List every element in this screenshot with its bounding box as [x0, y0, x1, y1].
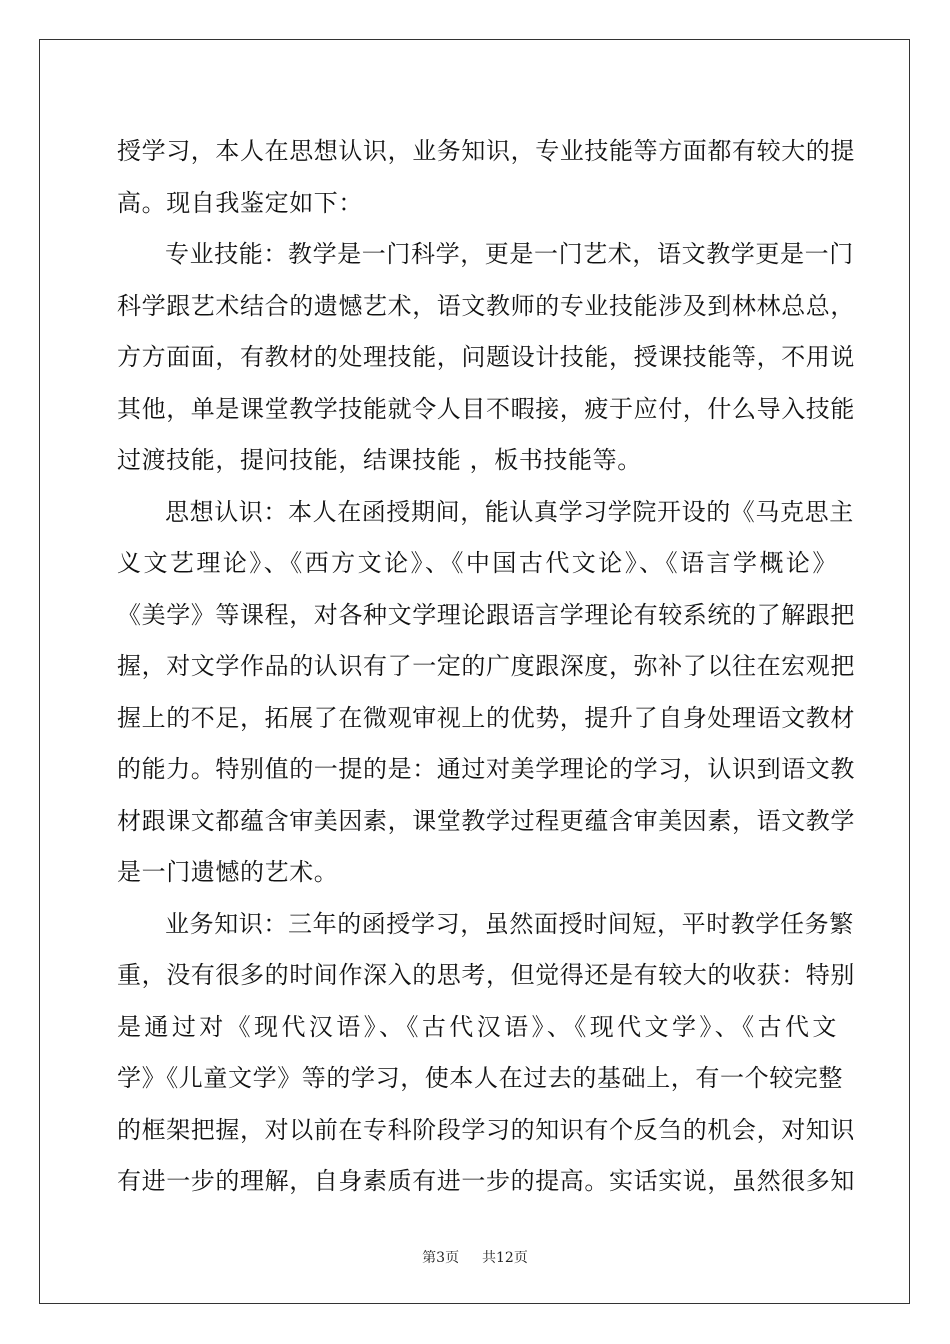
- text-line: 握上的不足，拓展了在微观审视上的优势，提升了自身处理语文教材: [117, 703, 855, 732]
- text-line: 学》《儿童文学》等的学习，使本人在过去的基础上，有一个较完整: [117, 1064, 843, 1092]
- paragraph-intro: [117, 126, 855, 229]
- page-total: 共12页: [482, 1250, 528, 1266]
- text-line: 重，没有很多的时间作深入的思考，但觉得还是有较大的收获：特别: [117, 961, 855, 989]
- paragraph-professional-skills: [117, 229, 855, 487]
- text-line: 其他，单是课堂教学技能就令人目不暇接，疲于应付，什么导入技能: [117, 394, 855, 423]
- text-line: 业务知识：三年的函授学习，虽然面授时间短，平时教学任务繁: [165, 909, 854, 938]
- paragraph-ideological-understanding: [117, 487, 855, 899]
- text-line: 是通过对《现代汉语》、《古代汉语》、《现代文学》、《古代文: [117, 1012, 837, 1041]
- text-line: 过渡技能，提问技能，结课技能 ，板书技能等。: [117, 446, 642, 474]
- text-line: 方方面面，有教材的处理技能，问题设计技能，授课技能等，不用说: [117, 343, 855, 371]
- text-line: 义文艺理论》、《西方文论》、《中国古代文论》、《语言学概论》: [117, 549, 837, 577]
- text-line: 有进一步的理解，自身素质有进一步的提高。实话实说，虽然很多知: [117, 1167, 855, 1195]
- page-number: 第3页: [422, 1250, 460, 1266]
- text-line: 材跟课文都蕴含审美因素，课堂教学过程更蕴含审美因素，语文教学: [117, 806, 855, 835]
- document-body: [117, 126, 855, 1208]
- page-footer: [0, 1247, 950, 1267]
- text-line: 《美学》等课程，对各种文学理论跟语言学理论有较系统的了解跟把: [117, 600, 855, 629]
- text-line: 授学习，本人在思想认识，业务知识，专业技能等方面都有较大的提: [117, 137, 855, 165]
- paragraph-business-knowledge: [117, 899, 855, 1208]
- text-line: 是一门遗憾的艺术。: [117, 858, 339, 886]
- text-line: 专业技能：教学是一门科学，更是一门艺术，语文教学更是一门: [165, 240, 854, 268]
- text-line: 科学跟艺术结合的遗憾艺术，语文教师的专业技能涉及到林林总总，: [117, 291, 855, 320]
- text-line: 的框架把握，对以前在专科阶段学习的知识有个反刍的机会，对知识: [117, 1115, 855, 1144]
- text-line: 思想认识：本人在函授期间，能认真学习学院开设的《马克思主: [165, 497, 854, 526]
- text-line: 握，对文学作品的认识有了一定的广度跟深度，弥补了以往在宏观把: [117, 652, 855, 680]
- text-line: 的能力。特别值的一提的是：通过对美学理论的学习，认识到语文教: [117, 755, 855, 783]
- text-line: 高。现自我鉴定如下：: [117, 188, 363, 217]
